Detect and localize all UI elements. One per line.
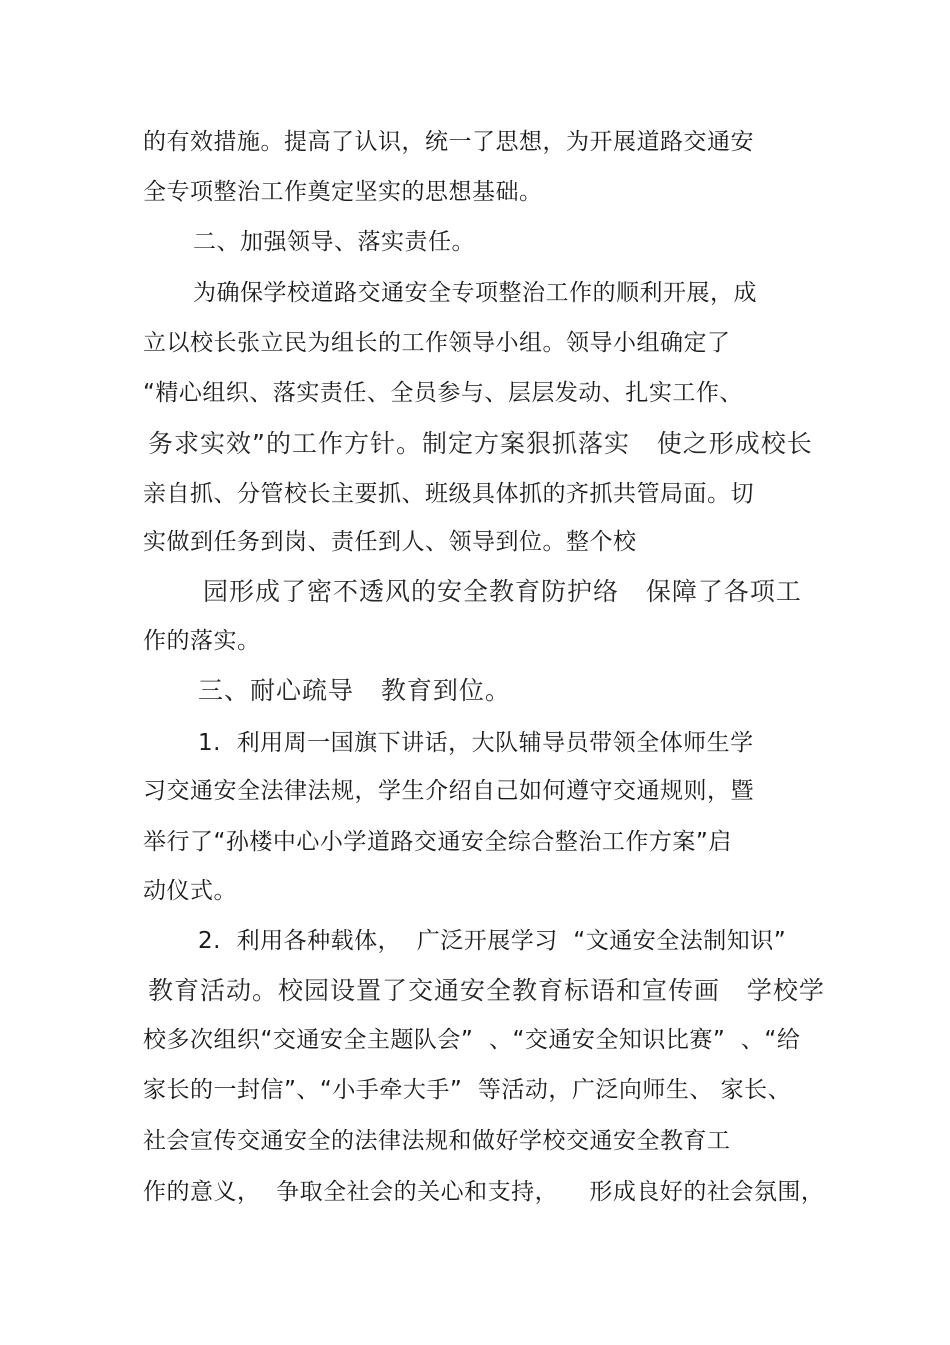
text-line: 校多次组织“交通安全主题队会” 、“交通安全知识比赛” 、“给 xyxy=(143,1027,801,1053)
text-line: 为确保学校道路交通安全专项整治工作的顺利开展，成 xyxy=(193,280,757,306)
text-line: 的有效措施。提高了认识，统一了思想，为开展道路交通安 xyxy=(143,129,754,155)
text-line: 亲自抓、分管校长主要抓、班级具体抓的齐抓共管局面。切 xyxy=(143,481,754,507)
text-line: 社会宣传交通安全的法律法规和做好学校交通安全教育工 xyxy=(143,1128,731,1154)
text-line: 2. 利用各种载体， 广泛开展学习 “文通安全法制知识” xyxy=(198,928,787,954)
text-line: 习交通安全法律法规，学生介绍自己如何遵守交通规则，暨 xyxy=(143,778,754,804)
text-line: 园形成了密不透风的安全教育防护络 保障了各项工 xyxy=(203,577,802,606)
text-line: 教育活动。校园设置了交通安全教育标语和宣传画 学校学 xyxy=(148,976,825,1005)
text-line: 立以校长张立民为组长的工作领导小组。领导小组确定了 xyxy=(143,330,731,356)
section-heading: 三、耐心疏导 教育到位。 xyxy=(198,676,511,705)
text-line: 举行了“孙楼中心小学道路交通安全综合整治工作方案”启 xyxy=(143,829,732,855)
text-line: 作的落实。 xyxy=(143,628,261,654)
text-line: 1. 利用周一国旗下讲话，大队辅导员带领全体师生学 xyxy=(198,730,754,756)
text-line: 实做到任务到岗、责任到人、领导到位。整个校 xyxy=(143,529,637,555)
text-line: 作的意义， 争取全社会的关心和支持， 形成良好的社会氛围， xyxy=(143,1179,825,1205)
text-line: 务求实效”的工作方针。制定方案狠抓落实 使之形成校长 xyxy=(148,429,813,458)
text-line: 全专项整治工作奠定坚实的思想基础。 xyxy=(143,179,543,205)
text-line: “精心组织、落实责任、全员参与、层层发动、扎实工作、 xyxy=(143,380,743,406)
text-line: 动仪式。 xyxy=(143,878,237,904)
text-line: 家长的一封信”、“小手牵大手” 等活动，广泛向师生、 家长、 xyxy=(143,1077,792,1103)
section-heading: 二、加强领导、落实责任。 xyxy=(193,229,475,255)
